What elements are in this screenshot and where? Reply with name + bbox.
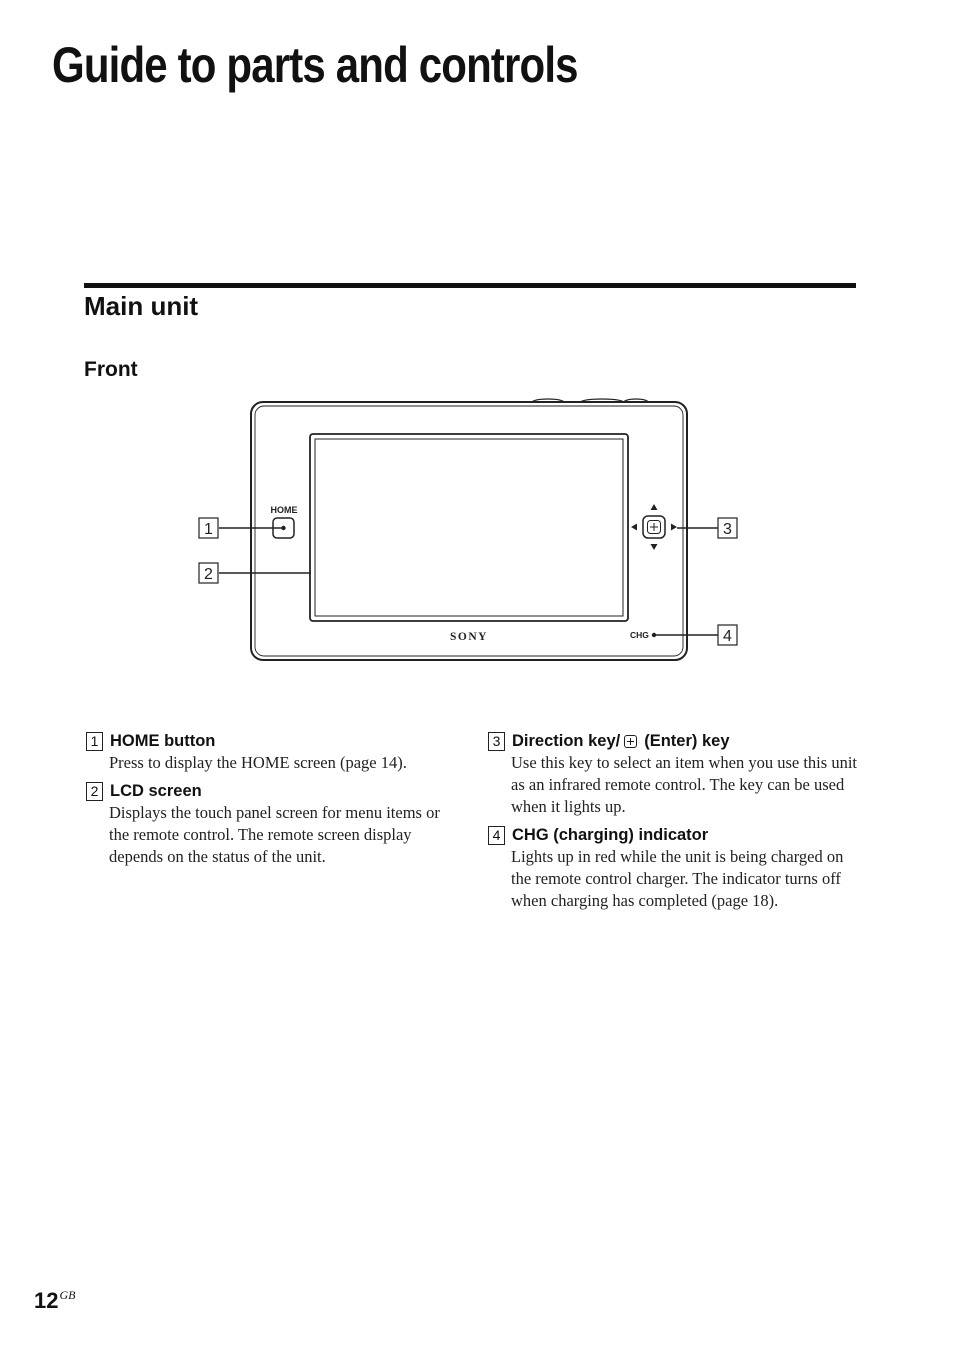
part-item-lcd-screen xyxy=(86,780,456,868)
page-number-value: 12 xyxy=(34,1288,59,1313)
part-description: Press to display the HOME screen (page 14). xyxy=(109,753,407,772)
part-number-badge: 1 xyxy=(86,732,103,751)
page-title: Guide to parts and controls xyxy=(52,37,578,93)
part-title: HOME button xyxy=(110,732,216,750)
callout-number-2: 2 xyxy=(204,566,213,583)
part-item-heading xyxy=(86,730,456,752)
parts-list-right-column xyxy=(488,730,860,918)
part-item-direction-key xyxy=(488,730,860,818)
enter-key-icon xyxy=(624,735,637,748)
part-number-badge: 2 xyxy=(86,782,103,801)
part-title: LCD screen xyxy=(110,782,202,800)
part-title: CHG (charging) indicator xyxy=(512,826,709,844)
page-number-suffix: GB xyxy=(59,1288,76,1302)
part-item-heading xyxy=(488,730,860,752)
part-title: (Enter) key xyxy=(644,732,730,750)
part-item-heading xyxy=(86,780,456,802)
callout-number-3: 3 xyxy=(723,521,732,538)
part-description: Displays the touch panel screen for menu items or the remote control. The remote screen display depends on the status of the unit. xyxy=(109,803,440,866)
part-item-home-button xyxy=(86,730,456,774)
page-number xyxy=(34,1281,75,1315)
subsection-title: Front xyxy=(84,358,138,381)
callout-number-1: 1 xyxy=(204,521,213,538)
part-description: Lights up in red while the unit is being charged on the remote control charger. The indicator turns off when charging has completed (page 18). xyxy=(511,847,844,910)
part-item-chg-indicator xyxy=(488,824,860,912)
parts-list-left-column xyxy=(86,730,456,874)
part-title: Direction key/ xyxy=(512,732,621,750)
section-title: Main unit xyxy=(84,291,199,321)
callout-number-4: 4 xyxy=(723,628,732,645)
home-button-label: HOME xyxy=(270,505,298,515)
part-number-badge: 3 xyxy=(488,732,505,751)
brand-logo: SONY xyxy=(450,631,488,643)
part-description: Use this key to select an item when you use this unit as an infrared remote control. The key can be used when it lights up. xyxy=(511,753,857,816)
chg-indicator-lamp xyxy=(652,633,656,637)
chg-indicator-label: CHG xyxy=(630,630,649,640)
part-item-heading xyxy=(488,824,860,846)
part-number-badge: 4 xyxy=(488,826,505,845)
lcd-screen xyxy=(315,439,623,616)
